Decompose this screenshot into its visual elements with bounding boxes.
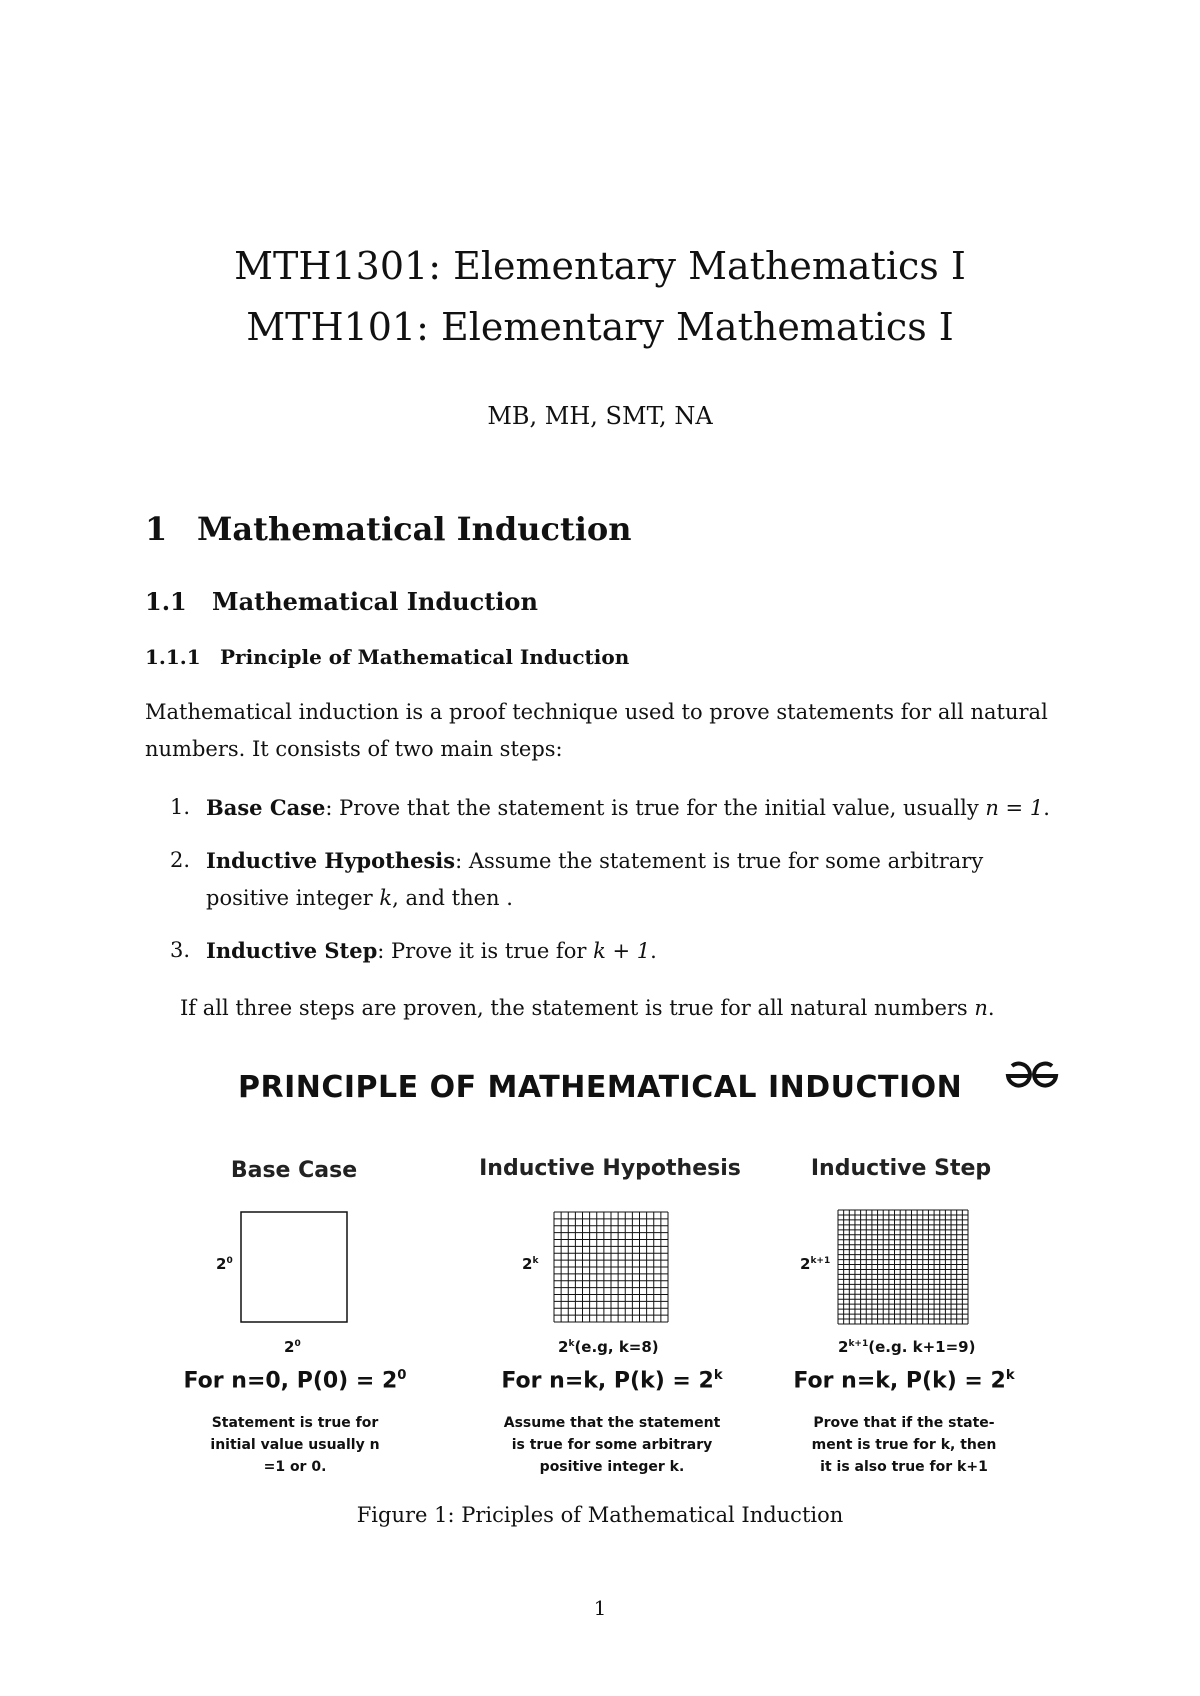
formula-inductive-step: For n=k, $P(k) = 2^k$ xyxy=(793,1368,1015,1394)
grid-base-case xyxy=(240,1211,348,1323)
step-label: Base Case xyxy=(206,795,326,820)
left-label-inductive-step: $2^{k+1}$ xyxy=(800,1255,831,1273)
conclusion-end: . xyxy=(987,996,995,1020)
step-text-end: , and then . xyxy=(392,886,513,910)
column-heading-inductive-step: Inductive Step xyxy=(810,1156,992,1181)
description-inductive-step: Prove that if the state- ment is true for k, then it is also true for k+1 xyxy=(811,1415,997,1475)
subsection-heading xyxy=(145,587,538,616)
subsubsection-title: Principle of Mathematical Induction xyxy=(220,645,630,669)
gg-logo-icon xyxy=(1004,1056,1060,1092)
figure-caption: Figure 1: Priciples of Mathematical Induction xyxy=(356,1503,844,1527)
left-label-base-case: $2^0$ xyxy=(216,1255,233,1273)
step-text-end: . xyxy=(1043,796,1050,820)
list-marker: 3. xyxy=(170,938,191,962)
section-number: 1 xyxy=(145,510,168,548)
subsection-number: 1.1 xyxy=(145,587,187,616)
page-number: 1 xyxy=(593,1596,607,1620)
step-text-end: . xyxy=(650,939,657,963)
section-title: Mathematical Induction xyxy=(197,510,632,548)
bottom-label-inductive-hypothesis: 2$^k$(e.g, k=8) xyxy=(558,1338,659,1356)
subsubsection-heading xyxy=(145,645,629,669)
list-marker: 2. xyxy=(170,848,191,872)
step-math: k + 1 xyxy=(593,939,651,963)
list-marker: 1. xyxy=(170,795,191,819)
section-heading xyxy=(145,510,632,548)
left-label-inductive-hypothesis: 2$^k$ xyxy=(522,1255,539,1273)
figure-title: PRINCIPLE OF MATHEMATICAL INDUCTION xyxy=(238,1070,963,1105)
conclusion-text: If all three steps are proven, the statement is true for all natural numbers xyxy=(180,996,975,1020)
step-math: k xyxy=(379,886,393,910)
step-label: Inductive Hypothesis xyxy=(206,848,456,873)
bottom-label-base-case: $2^0$ xyxy=(284,1338,301,1356)
column-heading-base-case: Base Case xyxy=(230,1158,358,1183)
formula-inductive-hypothesis: For n=k, $P(k) = 2^k$ xyxy=(501,1368,723,1394)
step-label: Inductive Step xyxy=(206,938,378,963)
document-title-line1: MTH1301: Elementary Mathematics I xyxy=(234,244,966,288)
description-inductive-hypothesis: Assume that the statement is true for some arbitrary positive integer k. xyxy=(503,1415,721,1475)
conclusion-paragraph xyxy=(180,996,1080,1020)
grid-inductive-step xyxy=(837,1209,969,1325)
step-text: : Prove that the statement is true for the initial value, usually xyxy=(325,796,986,820)
column-heading-inductive-hypothesis: Inductive Hypothesis xyxy=(479,1156,741,1181)
description-base-case: Statement is true for initial value usually n =1 or 0. xyxy=(210,1415,380,1475)
authors: MB, MH, SMT, NA xyxy=(487,402,713,430)
bottom-label-inductive-step: $2^{k+1}(e.g$. k+1=9) xyxy=(838,1338,976,1356)
document-title-line2: MTH101: Elementary Mathematics I xyxy=(246,305,954,349)
intro-paragraph: Mathematical induction is a proof technique used to prove statements for all natural numbers. It consists of two main steps: xyxy=(145,700,1048,761)
step-math: n = 1 xyxy=(985,796,1044,820)
conclusion-math: n xyxy=(974,996,988,1020)
subsubsection-number: 1.1.1 xyxy=(145,645,201,669)
subsection-title: Mathematical Induction xyxy=(212,587,538,616)
formula-base-case: For n=0, $P(0) = 2^0$ xyxy=(183,1368,407,1394)
step-text: : Prove it is true for xyxy=(377,939,594,963)
grid-inductive-hypothesis xyxy=(553,1211,669,1323)
step-text: : Assume the statement is true for some arbitrary positive integer xyxy=(206,849,984,910)
